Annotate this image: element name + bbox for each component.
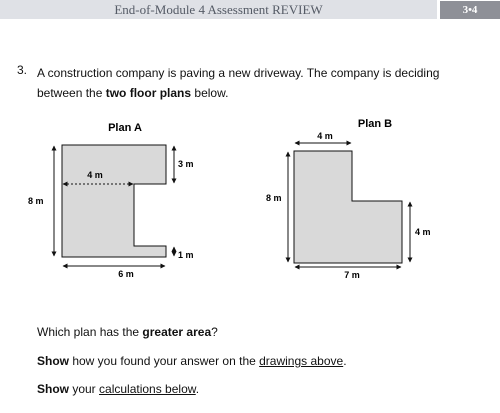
- show-drawings-instruction: [37, 354, 347, 368]
- module-badge: 3•4: [440, 1, 500, 19]
- show-calculations-end: .: [195, 382, 200, 396]
- greater-area-pre: Which plan has the: [37, 325, 143, 339]
- drawings-above-underline: drawings above: [259, 354, 344, 368]
- plan-b-title: Plan B: [357, 118, 393, 130]
- show-drawings-mid: how you found your answer on the: [69, 354, 260, 368]
- greater-area-bold: greater area: [142, 325, 212, 339]
- question-number: 3.: [17, 63, 28, 77]
- show-calculations-mid: your: [69, 382, 100, 396]
- plan-a-notch-top-label: 3 m: [178, 159, 194, 169]
- plan-a: [28, 122, 194, 279]
- plan-b: [266, 118, 431, 280]
- greater-area-post: ?: [211, 325, 218, 339]
- show-calculations-instruction: [37, 382, 199, 396]
- plan-a-height-label: 8 m: [28, 196, 44, 206]
- plan-b-shape: [294, 151, 402, 263]
- plan-a-shape: [62, 145, 166, 257]
- plan-a-top-width-label: 4 m: [87, 170, 103, 180]
- plan-b-step-label: 4 m: [415, 227, 431, 237]
- plan-a-bottom-width-label: 6 m: [118, 269, 134, 279]
- question-line-2-bold: two floor plans: [105, 86, 192, 100]
- show-drawings-bold: Show: [37, 354, 69, 368]
- plan-a-title: Plan A: [108, 122, 142, 134]
- plan-b-bottom-width-label: 7 m: [344, 270, 360, 280]
- question-line-2-post: below.: [191, 86, 229, 100]
- greater-area-question: [37, 325, 218, 339]
- show-calculations-bold: Show: [37, 382, 69, 396]
- show-drawings-end: .: [343, 354, 347, 368]
- question-line-1: A construction company is paving a new driveway. The company is deciding: [37, 66, 440, 80]
- header-title: End-of-Module 4 Assessment REVIEW: [114, 2, 323, 17]
- plan-b-top-width-label: 4 m: [317, 131, 333, 141]
- plan-b-height-label: 8 m: [266, 193, 282, 203]
- calculations-below-underline: calculations below: [99, 382, 196, 396]
- plan-a-notch-bottom-label: 1 m: [178, 250, 194, 260]
- question-line-2-pre: between the: [37, 86, 106, 100]
